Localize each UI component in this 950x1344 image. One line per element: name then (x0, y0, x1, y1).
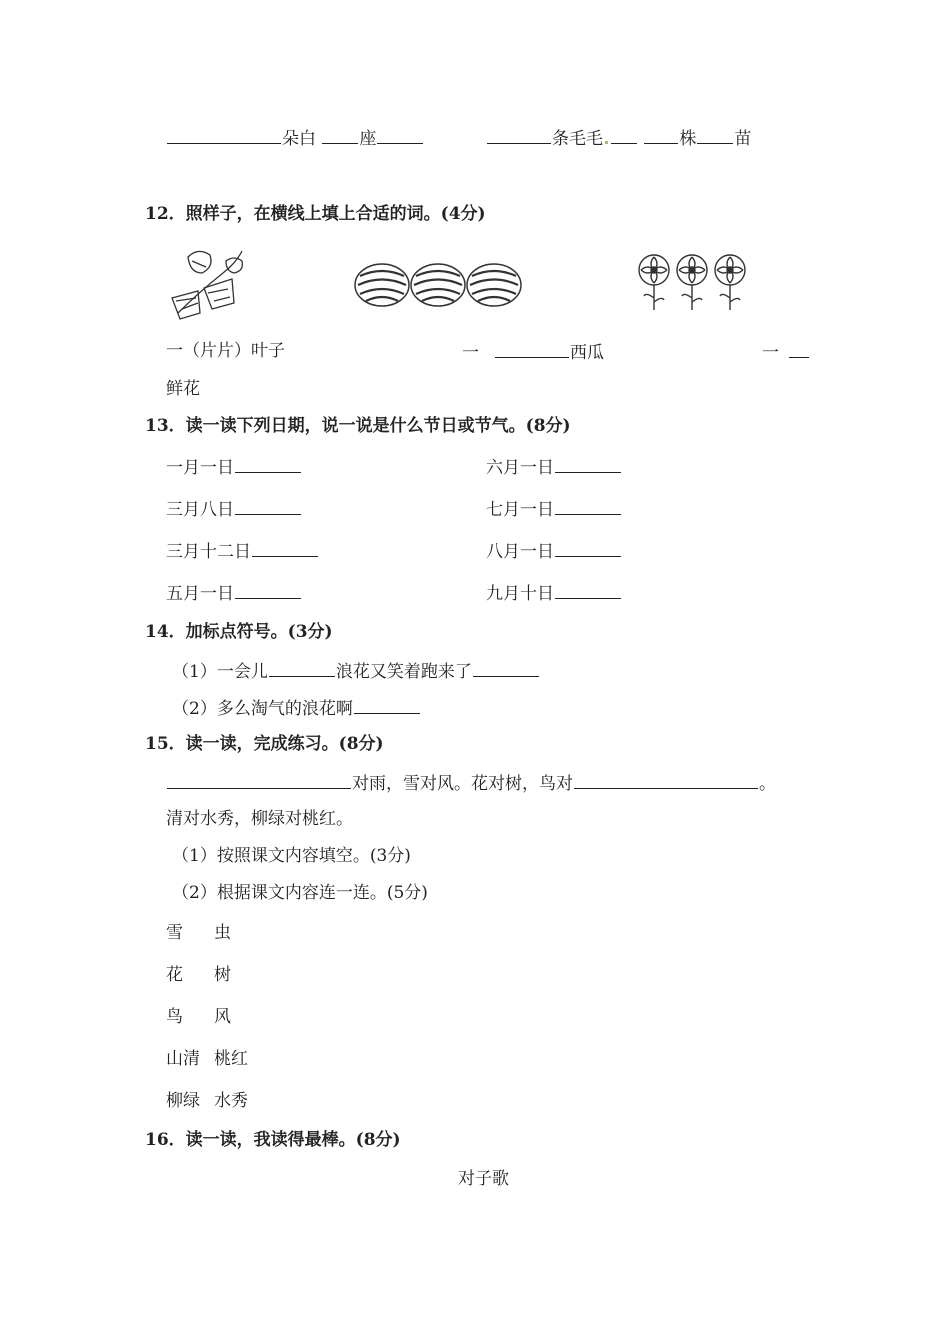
word-fragment: 朵白 (282, 129, 316, 149)
answer-blank[interactable] (644, 126, 678, 144)
question-16-title: 16．读一读，我读得最棒。(8分) (145, 1130, 401, 1150)
watermelons-illustration (354, 260, 524, 310)
match-pair[interactable] (166, 1006, 231, 1028)
match-pair[interactable] (166, 1090, 248, 1112)
answer-blank[interactable] (555, 497, 621, 515)
q12-example: 一（片片）叶子 (166, 341, 285, 361)
answer-blank[interactable] (555, 539, 621, 557)
date-item (166, 539, 319, 563)
match-right[interactable]: 水秀 (214, 1091, 248, 1111)
answer-blank[interactable] (473, 659, 539, 677)
answer-blank[interactable] (555, 455, 621, 473)
top-fill-row-2 (486, 126, 751, 150)
q12-item-suffix: 西瓜 (570, 343, 604, 363)
passage-text: 。 (759, 774, 776, 794)
q15-line-1 (166, 771, 776, 795)
answer-blank[interactable] (555, 581, 621, 599)
answer-blank[interactable] (269, 659, 335, 677)
answer-blank[interactable] (235, 455, 301, 473)
leaves-illustration (168, 243, 250, 323)
q12-item-prefix: 一 (762, 343, 779, 363)
answer-blank[interactable] (789, 340, 809, 358)
date-item (486, 455, 622, 479)
match-left[interactable]: 鸟 (166, 1007, 183, 1027)
date-item (166, 497, 302, 521)
date-label: 三月八日 (166, 500, 234, 520)
question-12-title: 12．照样子，在横线上填上合适的词。(4分) (145, 204, 486, 224)
sentence-part: （1）一会儿 (172, 662, 268, 682)
top-fill-row (166, 126, 424, 150)
question-15-title: 15．读一读，完成练习。(8分) (145, 734, 384, 754)
date-label: 八月一日 (486, 542, 554, 562)
word-fragment: 株 (679, 129, 697, 149)
q12-item-watermelon (462, 340, 604, 364)
q12-item-flowers-suffix: 鲜花 (166, 379, 200, 399)
date-label: 三月十二日 (166, 542, 251, 562)
match-right[interactable]: 风 (214, 1007, 231, 1027)
date-label: 七月一日 (486, 500, 554, 520)
match-left[interactable]: 柳绿 (166, 1091, 200, 1111)
q15-sub-1: （1）按照课文内容填空。(3分) (172, 846, 411, 866)
match-pair[interactable] (166, 964, 231, 986)
match-left[interactable]: 花 (166, 965, 183, 985)
question-13-title: 13．读一读下列日期，说一说是什么节日或节气。(8分) (145, 416, 571, 436)
word-fragment: 条毛毛 (552, 129, 603, 149)
q14-sentence-1 (172, 659, 540, 683)
answer-blank[interactable] (574, 771, 758, 789)
match-right[interactable]: 树 (214, 965, 231, 985)
word-fragment: 座 (359, 129, 377, 149)
answer-blank[interactable] (167, 771, 351, 789)
answer-blank[interactable] (495, 340, 569, 358)
q12-item-prefix: 一 (462, 343, 479, 363)
answer-blank[interactable] (354, 696, 420, 714)
answer-blank[interactable] (167, 126, 281, 144)
poem-title: 对子歌 (458, 1169, 509, 1189)
q15-sub-2: （2）根据课文内容连一连。(5分) (172, 883, 428, 903)
date-item (166, 581, 302, 605)
sentence-part: （2）多么淘气的浪花啊 (172, 699, 353, 719)
date-item (486, 539, 622, 563)
date-label: 一月一日 (166, 458, 234, 478)
match-pair[interactable] (166, 1048, 248, 1070)
answer-blank[interactable] (252, 539, 318, 557)
date-item (166, 455, 302, 479)
q12-item-flowers (762, 340, 810, 364)
passage-text: 对雨，雪对风。花对树，鸟对 (352, 774, 573, 794)
date-label: 六月一日 (486, 458, 554, 478)
question-14-title: 14．加标点符号。(3分) (145, 622, 333, 642)
match-right[interactable]: 虫 (214, 923, 231, 943)
date-item (486, 581, 622, 605)
answer-blank[interactable] (611, 126, 637, 144)
answer-blank[interactable] (377, 126, 423, 144)
q14-sentence-2 (172, 696, 421, 720)
match-left[interactable]: 雪 (166, 923, 183, 943)
answer-blank[interactable] (322, 126, 358, 144)
answer-blank[interactable] (697, 126, 733, 144)
word-fragment: 苗 (734, 129, 752, 149)
match-right[interactable]: 桃红 (214, 1049, 248, 1069)
answer-blank[interactable] (487, 126, 551, 144)
date-label: 五月一日 (166, 584, 234, 604)
sentence-part: 浪花又笑着跑来了 (335, 662, 472, 682)
date-label: 九月十日 (486, 584, 554, 604)
flowers-illustration (636, 252, 751, 312)
match-pair[interactable] (166, 922, 231, 944)
answer-blank[interactable] (235, 497, 301, 515)
date-item (486, 497, 622, 521)
q15-line-2: 清对水秀，柳绿对桃红。 (166, 809, 353, 829)
answer-blank[interactable] (235, 581, 301, 599)
match-left[interactable]: 山清 (166, 1049, 200, 1069)
